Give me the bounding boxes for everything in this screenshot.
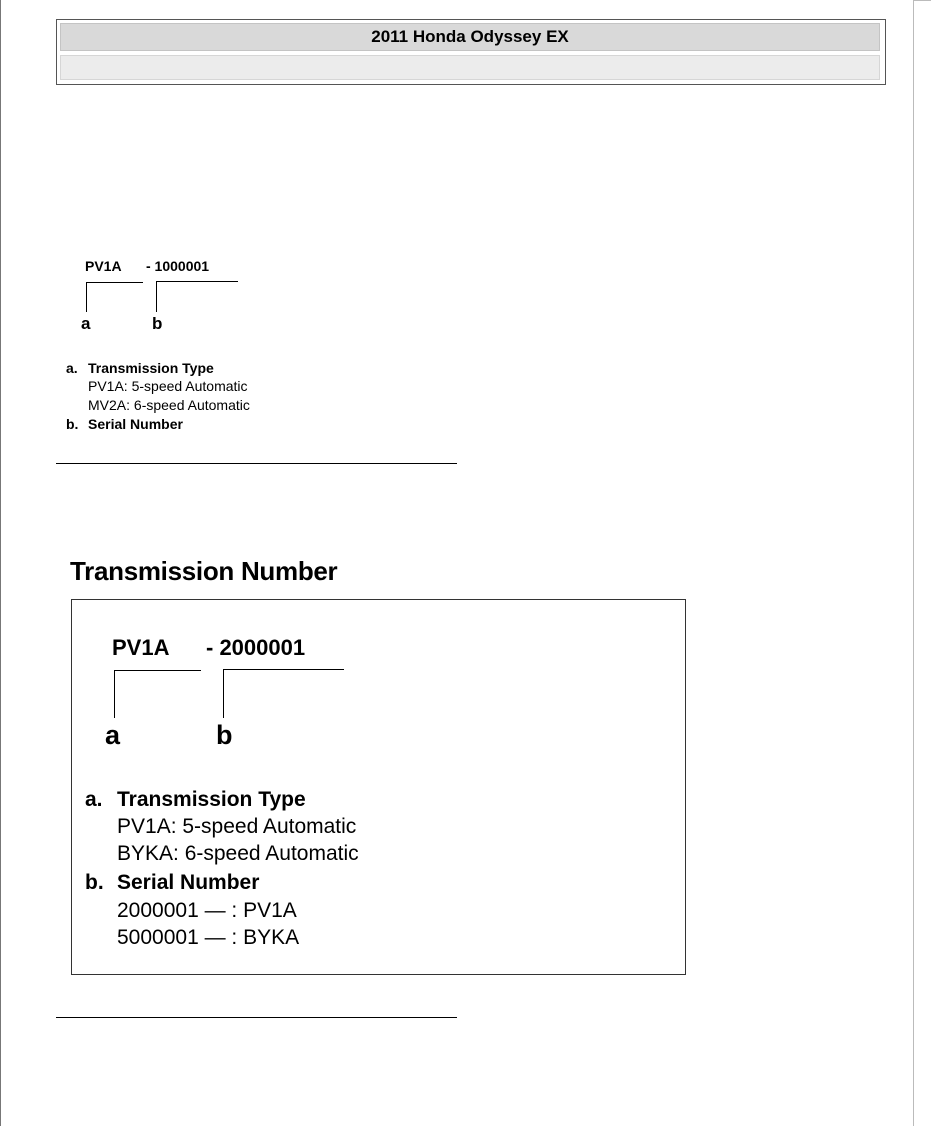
figure2-heading: Transmission Number <box>70 556 338 586</box>
page-edge-left <box>0 0 1 1126</box>
figure1-legend-a-entry: PV1A: 5-speed Automatic <box>88 378 248 394</box>
figure2-bracket-b-horizontal <box>223 669 344 670</box>
figure2-bracket-a-vertical <box>114 670 115 718</box>
figure2-legend-b-heading: Serial Number <box>117 871 260 894</box>
page-edge-top <box>913 0 931 1</box>
figure2-legend-b-entry: 5000001 — : BYKA <box>117 926 300 949</box>
figure2-legend-a-key: a. <box>85 788 103 811</box>
figure2-legend-b-key: b. <box>85 871 104 894</box>
page-edge-right <box>913 0 914 1126</box>
figure2-bracket-b-vertical <box>223 670 224 718</box>
document-header <box>56 19 886 85</box>
figure1-legend-a-entry: MV2A: 6-speed Automatic <box>88 397 250 413</box>
figure1-type-code: PV1A <box>85 258 122 274</box>
figure1-legend-b-key: b. <box>66 416 79 432</box>
figure2-serial-code: - 2000001 <box>206 635 306 660</box>
figure2-legend-b-entry: 2000001 — : PV1A <box>117 899 297 922</box>
figure1-serial-code: - 1000001 <box>146 258 210 274</box>
figure2-label-b: b <box>216 720 233 750</box>
figure1-bracket-b-vertical <box>156 282 157 312</box>
figure1-legend-a-key: a. <box>66 360 78 376</box>
figure2-type-code: PV1A <box>112 635 170 660</box>
figure2-label-a: a <box>105 720 121 750</box>
figure2-legend-a-entry: BYKA: 6-speed Automatic <box>117 842 359 865</box>
figure1-bracket-a-vertical <box>86 282 87 312</box>
section-divider <box>56 1017 457 1018</box>
figure1-legend-b-heading: Serial Number <box>88 416 183 432</box>
figure1-label-a: a <box>81 314 91 333</box>
figure1-label-b: b <box>152 314 163 333</box>
figure1-legend-a-heading: Transmission Type <box>88 360 214 376</box>
vehicle-title: 2011 Honda Odyssey EX <box>60 23 880 51</box>
figure1-bracket-b-horizontal <box>156 281 238 282</box>
figure2-bracket-a-horizontal <box>114 670 201 671</box>
header-subtitle-bar <box>60 55 880 80</box>
section-divider <box>56 463 457 464</box>
figure1-bracket-a-horizontal <box>86 282 143 283</box>
figure2-legend-a-heading: Transmission Type <box>117 788 306 811</box>
figure2-legend-a-entry: PV1A: 5-speed Automatic <box>117 815 357 838</box>
